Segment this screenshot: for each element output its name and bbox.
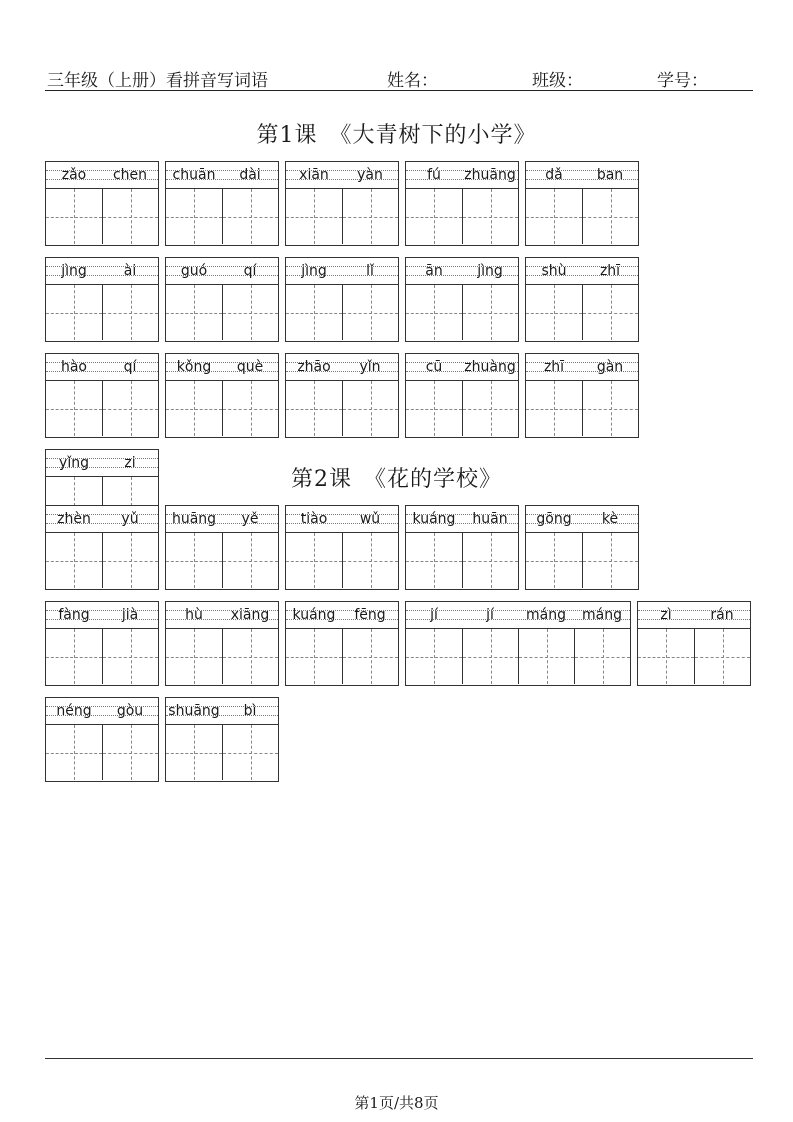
cell-guide-horizontal bbox=[103, 753, 158, 754]
word-box bbox=[405, 353, 519, 438]
writing-cell[interactable] bbox=[462, 629, 518, 684]
writing-cell[interactable] bbox=[342, 629, 398, 684]
pinyin-row bbox=[526, 258, 638, 285]
cell-guide-horizontal bbox=[103, 217, 158, 218]
pinyin-syllable: hù bbox=[185, 607, 203, 623]
writing-cell[interactable] bbox=[166, 629, 222, 684]
writing-cell[interactable] bbox=[526, 285, 582, 340]
pinyin-row bbox=[406, 162, 518, 189]
writing-cell[interactable] bbox=[582, 533, 638, 588]
cell-guide-horizontal bbox=[583, 217, 638, 218]
cell-guide-horizontal bbox=[343, 217, 398, 218]
cell-guide-horizontal bbox=[166, 657, 222, 658]
pinyin-syllable: yǔ bbox=[121, 511, 139, 527]
pinyin-syllable: jìng bbox=[301, 263, 327, 279]
word-box bbox=[45, 257, 159, 342]
pinyin-syllable: rán bbox=[710, 607, 734, 623]
cell-guide-horizontal bbox=[46, 753, 102, 754]
writing-cell[interactable] bbox=[286, 533, 342, 588]
cell-guide-horizontal bbox=[103, 409, 158, 410]
pinyin-syllable: shuāng bbox=[168, 703, 220, 719]
writing-cell[interactable] bbox=[286, 381, 342, 436]
pinyin-syllable: zǎo bbox=[61, 167, 87, 183]
writing-cell[interactable] bbox=[222, 189, 278, 244]
writing-cell[interactable] bbox=[102, 725, 158, 780]
pinyin-row bbox=[638, 602, 750, 629]
cell-guide-horizontal bbox=[463, 409, 518, 410]
pinyin-row bbox=[166, 354, 278, 381]
pinyin-syllable: yǐng bbox=[59, 455, 89, 471]
writing-cell[interactable] bbox=[102, 629, 158, 684]
word-box bbox=[405, 505, 519, 590]
writing-cell[interactable] bbox=[102, 285, 158, 340]
footer-divider bbox=[45, 1058, 753, 1059]
word-box bbox=[525, 505, 639, 590]
word-box bbox=[165, 505, 279, 590]
cell-guide-horizontal bbox=[463, 217, 518, 218]
writing-cell[interactable] bbox=[582, 189, 638, 244]
cell-guide-horizontal bbox=[575, 657, 630, 658]
cell-guide-horizontal bbox=[103, 313, 158, 314]
word-box bbox=[165, 257, 279, 342]
cell-guide-horizontal bbox=[406, 561, 462, 562]
pinyin-row bbox=[406, 602, 630, 629]
cell-guide-horizontal bbox=[166, 313, 222, 314]
writing-cell[interactable] bbox=[462, 533, 518, 588]
cell-guide-horizontal bbox=[583, 561, 638, 562]
pinyin-syllable: dài bbox=[239, 167, 261, 183]
word-box bbox=[525, 353, 639, 438]
cell-guide-horizontal bbox=[286, 313, 342, 314]
pinyin-syllable: huān bbox=[472, 511, 508, 527]
pinyin-row bbox=[46, 698, 158, 725]
pinyin-syllable: zhèn bbox=[57, 511, 91, 527]
writing-cell[interactable] bbox=[526, 189, 582, 244]
cell-guide-horizontal bbox=[406, 313, 462, 314]
lesson-1-title: 第1课 《大青树下的小学》 bbox=[256, 123, 537, 148]
word-box bbox=[285, 353, 399, 438]
pinyin-syllable: bì bbox=[243, 703, 257, 719]
pinyin-syllable: gòu bbox=[116, 703, 144, 719]
pinyin-syllable: kè bbox=[601, 511, 619, 527]
pinyin-syllable: yě bbox=[241, 511, 259, 527]
word-box bbox=[285, 505, 399, 590]
writing-cell[interactable] bbox=[286, 285, 342, 340]
pinyin-syllable: zhuāng bbox=[464, 167, 516, 183]
cell-guide-horizontal bbox=[166, 753, 222, 754]
cell-guide-horizontal bbox=[223, 657, 278, 658]
pinyin-syllable: wǔ bbox=[359, 511, 381, 527]
word-box bbox=[405, 161, 519, 246]
pinyin-syllable: kuáng bbox=[292, 607, 336, 623]
cell-guide-horizontal bbox=[526, 561, 582, 562]
cell-guide-horizontal bbox=[286, 561, 342, 562]
writing-cell[interactable] bbox=[222, 381, 278, 436]
cell-guide-horizontal bbox=[406, 217, 462, 218]
cell-guide-horizontal bbox=[103, 657, 158, 658]
cell-guide-horizontal bbox=[286, 217, 342, 218]
pinyin-syllable: tiào bbox=[300, 511, 328, 527]
word-box bbox=[45, 161, 159, 246]
pinyin-row bbox=[526, 506, 638, 533]
cell-guide-horizontal bbox=[583, 313, 638, 314]
word-box bbox=[165, 601, 279, 686]
cell-guide-horizontal bbox=[463, 561, 518, 562]
class-label: 班级： bbox=[532, 71, 583, 91]
pinyin-syllable: jìng bbox=[61, 263, 87, 279]
writing-cell[interactable] bbox=[694, 629, 750, 684]
word-box bbox=[45, 601, 159, 686]
pinyin-row bbox=[46, 506, 158, 533]
writing-cell[interactable] bbox=[46, 629, 102, 684]
pinyin-row bbox=[286, 162, 398, 189]
writing-cell[interactable] bbox=[342, 381, 398, 436]
word-box bbox=[285, 161, 399, 246]
pinyin-syllable: jí bbox=[430, 607, 438, 623]
cell-guide-horizontal bbox=[526, 409, 582, 410]
word-box bbox=[165, 161, 279, 246]
pinyin-syllable: máng bbox=[526, 607, 566, 623]
pinyin-row bbox=[406, 506, 518, 533]
pinyin-syllable: lǐ bbox=[366, 263, 374, 279]
pinyin-row bbox=[166, 698, 278, 725]
pinyin-row bbox=[46, 354, 158, 381]
pinyin-syllable: huāng bbox=[171, 511, 217, 527]
pinyin-syllable: zhī bbox=[543, 359, 565, 375]
writing-cell[interactable] bbox=[166, 533, 222, 588]
cell-guide-horizontal bbox=[695, 657, 750, 658]
pinyin-syllable: dǎ bbox=[545, 167, 563, 183]
writing-cell[interactable] bbox=[462, 189, 518, 244]
word-box bbox=[285, 601, 399, 686]
cell-guide-horizontal bbox=[223, 753, 278, 754]
writing-cell[interactable] bbox=[638, 629, 694, 684]
pinyin-syllable: fēng bbox=[354, 607, 386, 623]
word-box bbox=[525, 161, 639, 246]
pinyin-row bbox=[526, 162, 638, 189]
cell-guide-horizontal bbox=[223, 409, 278, 410]
pinyin-row bbox=[286, 354, 398, 381]
pinyin-syllable: xiān bbox=[299, 167, 329, 183]
student-number-label: 学号： bbox=[657, 71, 708, 91]
word-box bbox=[45, 353, 159, 438]
pinyin-syllable: zhāo bbox=[297, 359, 331, 375]
pinyin-row bbox=[526, 354, 638, 381]
pinyin-syllable: jí bbox=[486, 607, 494, 623]
word-box bbox=[405, 257, 519, 342]
pinyin-syllable: gōng bbox=[536, 511, 572, 527]
writing-cell[interactable] bbox=[286, 189, 342, 244]
pinyin-row bbox=[166, 162, 278, 189]
pinyin-syllable: shù bbox=[541, 263, 567, 279]
cell-guide-horizontal bbox=[406, 409, 462, 410]
writing-cell[interactable] bbox=[342, 189, 398, 244]
pinyin-syllable: chuān bbox=[172, 167, 216, 183]
writing-cell[interactable] bbox=[166, 189, 222, 244]
pinyin-row bbox=[166, 602, 278, 629]
writing-cell[interactable] bbox=[582, 285, 638, 340]
name-label: 姓名： bbox=[387, 71, 438, 91]
cell-guide-horizontal bbox=[166, 561, 222, 562]
cell-guide-horizontal bbox=[46, 657, 102, 658]
writing-cell[interactable] bbox=[406, 629, 462, 684]
writing-cell[interactable] bbox=[406, 189, 462, 244]
word-box bbox=[637, 601, 751, 686]
writing-cell[interactable] bbox=[102, 533, 158, 588]
pinyin-syllable: chen bbox=[112, 167, 148, 183]
writing-cell[interactable] bbox=[222, 533, 278, 588]
pinyin-syllable: qí bbox=[243, 263, 257, 279]
writing-cell[interactable] bbox=[526, 533, 582, 588]
writing-cell[interactable] bbox=[406, 533, 462, 588]
cell-guide-horizontal bbox=[638, 657, 694, 658]
pinyin-row bbox=[286, 602, 398, 629]
writing-cell[interactable] bbox=[574, 629, 630, 684]
pinyin-syllable: kǒng bbox=[176, 359, 212, 375]
cell-guide-horizontal bbox=[46, 409, 102, 410]
cell-guide-horizontal bbox=[526, 313, 582, 314]
pinyin-syllable: néng bbox=[56, 703, 92, 719]
pinyin-syllable: zi bbox=[124, 455, 136, 471]
pinyin-syllable: cū bbox=[425, 359, 443, 375]
writing-cell[interactable] bbox=[406, 381, 462, 436]
pinyin-syllable: què bbox=[236, 359, 264, 375]
cell-guide-horizontal bbox=[223, 561, 278, 562]
cell-guide-horizontal bbox=[583, 409, 638, 410]
pinyin-row bbox=[166, 506, 278, 533]
writing-cell[interactable] bbox=[46, 285, 102, 340]
writing-cell[interactable] bbox=[102, 381, 158, 436]
writing-cell[interactable] bbox=[518, 629, 574, 684]
pinyin-row bbox=[46, 258, 158, 285]
pinyin-syllable: fú bbox=[427, 167, 441, 183]
pinyin-syllable: guó bbox=[180, 263, 208, 279]
worksheet-title: 三年级（上册）看拼音写词语 bbox=[47, 71, 268, 91]
cell-guide-horizontal bbox=[343, 561, 398, 562]
pinyin-syllable: xiāng bbox=[230, 607, 270, 623]
writing-cell[interactable] bbox=[222, 725, 278, 780]
word-box bbox=[165, 697, 279, 782]
pinyin-row bbox=[286, 258, 398, 285]
pinyin-syllable: kuáng bbox=[412, 511, 456, 527]
word-box bbox=[525, 257, 639, 342]
pinyin-row bbox=[46, 602, 158, 629]
cell-guide-horizontal bbox=[166, 217, 222, 218]
cell-guide-horizontal bbox=[406, 657, 462, 658]
writing-cell[interactable] bbox=[166, 725, 222, 780]
cell-guide-horizontal bbox=[223, 313, 278, 314]
cell-guide-horizontal bbox=[223, 217, 278, 218]
pinyin-syllable: qí bbox=[123, 359, 137, 375]
writing-cell[interactable] bbox=[166, 381, 222, 436]
cell-guide-horizontal bbox=[103, 561, 158, 562]
writing-cell[interactable] bbox=[526, 381, 582, 436]
word-box bbox=[45, 505, 159, 590]
pinyin-syllable: jìng bbox=[477, 263, 503, 279]
pinyin-syllable: ban bbox=[596, 167, 624, 183]
pinyin-row bbox=[46, 162, 158, 189]
cell-guide-horizontal bbox=[46, 313, 102, 314]
pinyin-syllable: zhuàng bbox=[464, 359, 516, 375]
cell-guide-horizontal bbox=[343, 409, 398, 410]
pinyin-syllable: fàng bbox=[58, 607, 90, 623]
writing-cell[interactable] bbox=[46, 381, 102, 436]
writing-cell[interactable] bbox=[222, 629, 278, 684]
writing-cell[interactable] bbox=[342, 285, 398, 340]
pinyin-row bbox=[406, 258, 518, 285]
writing-cell[interactable] bbox=[286, 629, 342, 684]
pinyin-syllable: ān bbox=[425, 263, 443, 279]
pinyin-row bbox=[166, 258, 278, 285]
writing-cell[interactable] bbox=[102, 189, 158, 244]
writing-cell[interactable] bbox=[582, 381, 638, 436]
worksheet-header bbox=[45, 58, 753, 91]
cell-guide-horizontal bbox=[343, 313, 398, 314]
lesson-2-title: 第2课 《花的学校》 bbox=[291, 467, 502, 492]
pinyin-syllable: yǐn bbox=[359, 359, 381, 375]
pinyin-syllable: yàn bbox=[357, 167, 383, 183]
cell-guide-horizontal bbox=[463, 313, 518, 314]
pinyin-syllable: máng bbox=[582, 607, 622, 623]
pinyin-syllable: jià bbox=[121, 607, 139, 623]
writing-cell[interactable] bbox=[342, 533, 398, 588]
writing-cell[interactable] bbox=[406, 285, 462, 340]
page-number: 第1页/共8页 bbox=[354, 1094, 439, 1112]
pinyin-row bbox=[286, 506, 398, 533]
word-box bbox=[405, 601, 631, 686]
writing-cell[interactable] bbox=[166, 285, 222, 340]
cell-guide-horizontal bbox=[46, 217, 102, 218]
pinyin-syllable: zhī bbox=[599, 263, 621, 279]
cell-guide-horizontal bbox=[343, 657, 398, 658]
writing-cell[interactable] bbox=[462, 381, 518, 436]
writing-cell[interactable] bbox=[46, 189, 102, 244]
cell-guide-horizontal bbox=[286, 409, 342, 410]
cell-guide-horizontal bbox=[519, 657, 574, 658]
pinyin-syllable: zì bbox=[660, 607, 672, 623]
cell-guide-horizontal bbox=[46, 561, 102, 562]
writing-cell[interactable] bbox=[462, 285, 518, 340]
word-box bbox=[285, 257, 399, 342]
pinyin-row bbox=[406, 354, 518, 381]
pinyin-syllable: hào bbox=[60, 359, 88, 375]
writing-cell[interactable] bbox=[46, 533, 102, 588]
cell-guide-horizontal bbox=[166, 409, 222, 410]
pinyin-syllable: ài bbox=[123, 263, 137, 279]
writing-cell[interactable] bbox=[222, 285, 278, 340]
cell-guide-horizontal bbox=[463, 657, 518, 658]
writing-cell[interactable] bbox=[46, 725, 102, 780]
cell-guide-horizontal bbox=[526, 217, 582, 218]
cell-guide-horizontal bbox=[286, 657, 342, 658]
word-box bbox=[45, 697, 159, 782]
pinyin-syllable: gàn bbox=[596, 359, 624, 375]
word-box bbox=[165, 353, 279, 438]
